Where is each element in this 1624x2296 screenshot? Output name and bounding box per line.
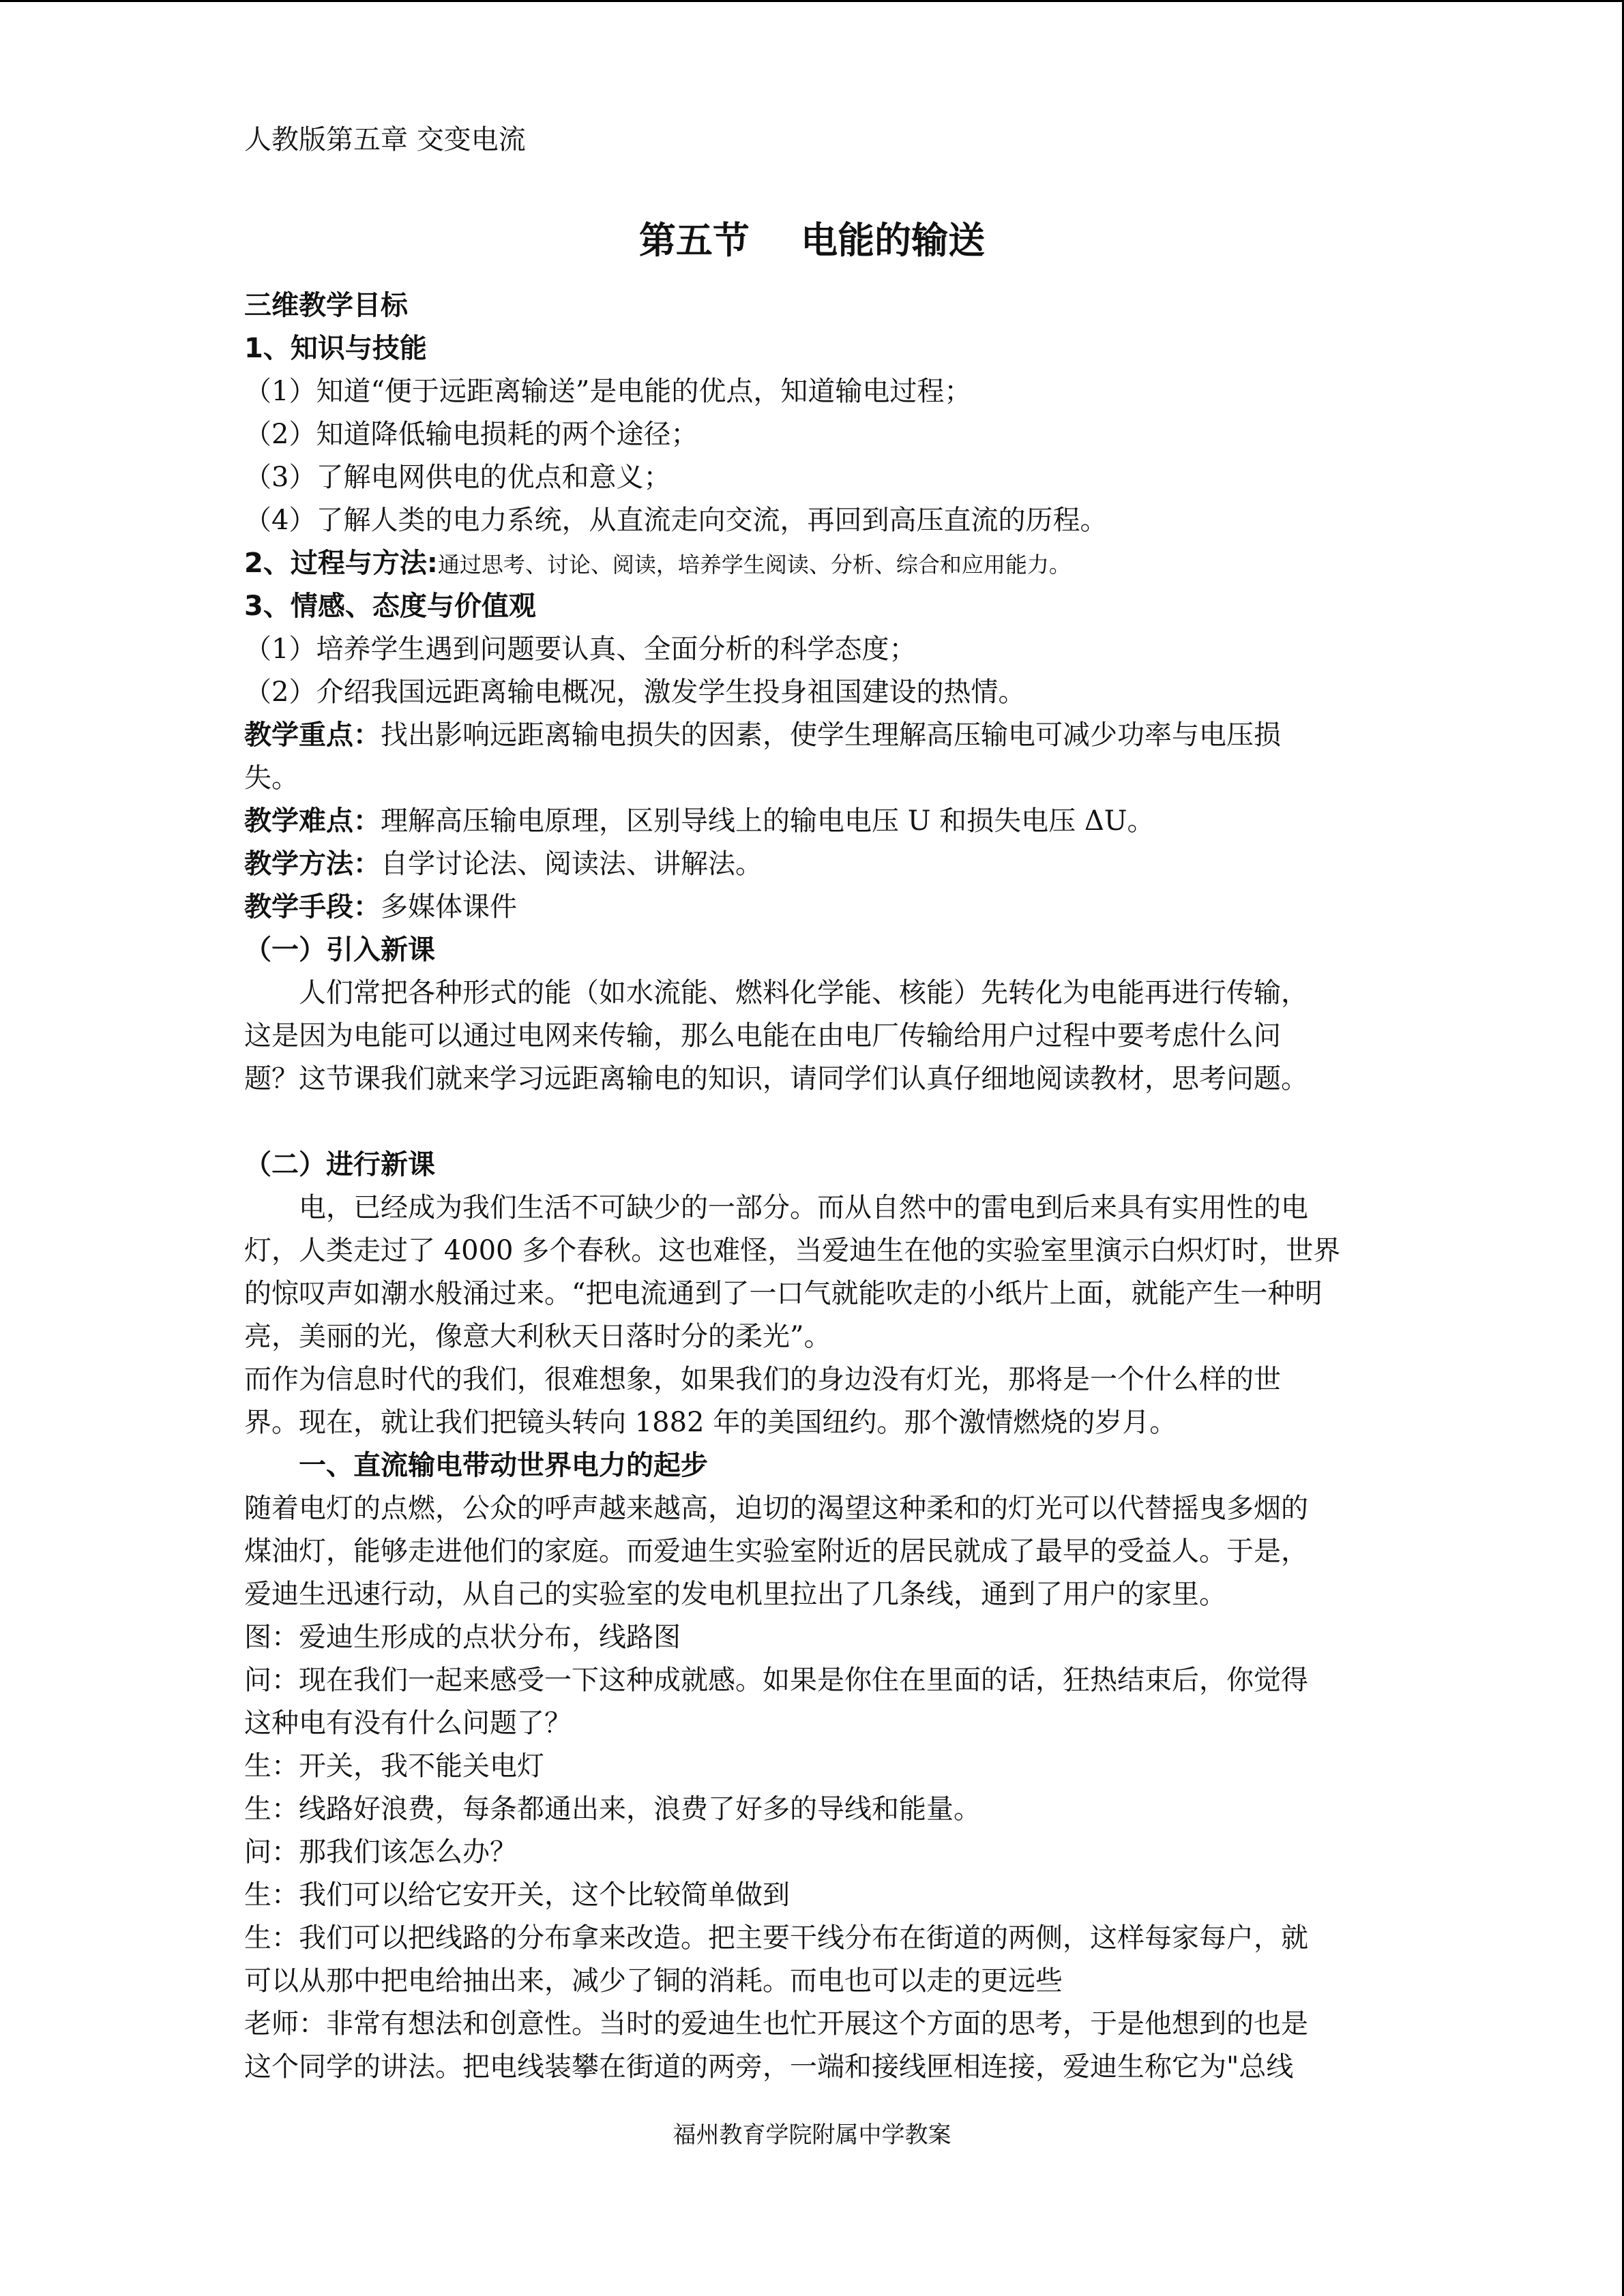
method-line: [244, 843, 1390, 886]
section-line: 可以从那中把电给抽出来，减少了铜的消耗。而电也可以走的更远些: [244, 1965, 1063, 1997]
paragraph-line: 电，已经成为我们生活不可缺少的一部分。而从自然中的雷电到后来具有实用性的电: [299, 1192, 1308, 1223]
section-line: 这个同学的讲法。把电线装攀在街道的两旁，一端和接线匣相连接，爱迪生称它为"总线: [244, 2051, 1294, 2083]
knowledge-heading: 1、知识与技能: [244, 333, 427, 364]
intro-heading: （一）引入新课: [244, 934, 435, 966]
key-points-text-cont: 失。: [244, 762, 299, 794]
key-points-line: [244, 714, 1390, 757]
running-header: 人教版第五章 交变电流: [244, 124, 526, 155]
goals-heading: 三维教学目标: [244, 290, 408, 321]
knowledge-item: （3）了解电网供电的优点和意义；: [244, 462, 671, 493]
intro-line: 人们常把各种形式的能（如水流能、燃料化学能、核能）先转化为电能再进行传输，: [299, 977, 1308, 1009]
key-points-text: 找出影响远距离输电损失的因素，使学生理解高压输电可减少功率与电压损: [381, 719, 1281, 751]
section-line: 随着电灯的点燃，公众的呼声越来越高，迫切的渴望这种柔和的灯光可以代替摇曳多烟的: [244, 1493, 1308, 1524]
paragraph-line: 灯，人类走过了 4000 多个春秋。这也难怪，当爱迪生在他的实验室里演示白炽灯时，世界: [244, 1235, 1341, 1266]
section-line: 爱迪生迅速行动，从自己的实验室的发电机里拉出了几条线，通到了用户的家里。: [244, 1579, 1226, 1610]
section-line: 图：爱迪生形成的点状分布，线路图: [244, 1622, 681, 1653]
page-title: 第五节 电能的输送: [638, 219, 986, 262]
section-line: 煤油灯，能够走进他们的家庭。而爱迪生实验室附近的居民就成了最早的受益人。于是，: [244, 1536, 1308, 1567]
means-text: 多媒体课件: [381, 891, 517, 923]
section-line: 生：开关，我不能关电灯: [244, 1750, 544, 1782]
key-points-label: 教学重点：: [244, 719, 381, 751]
emotion-heading: 3、情感、态度与价值观: [244, 591, 536, 622]
method-text: 自学讨论法、阅读法、讲解法。: [381, 848, 763, 880]
knowledge-item: （4）了解人类的电力系统，从直流走向交流，再回到高压直流的历程。: [244, 505, 1108, 536]
means-line: [244, 886, 1390, 929]
emotion-item: （2）介绍我国远距离输电概况，激发学生投身祖国建设的热情。: [244, 676, 1026, 708]
knowledge-item: （1）知道“便于远距离输送”是电能的优点，知道输电过程；: [244, 376, 972, 407]
difficulty-label: 教学难点：: [244, 805, 381, 837]
page-footer: 福州教育学院附属中学教案: [673, 2121, 951, 2149]
knowledge-item: （2）知道降低输电损耗的两个途径；: [244, 419, 698, 450]
means-label: 教学手段：: [244, 891, 381, 923]
blank-line: [244, 1101, 1390, 1144]
method-label: 教学方法：: [244, 848, 381, 880]
process-method-line: [244, 542, 1390, 585]
paragraph-line: 的惊叹声如潮水般涌过来。“把电流通到了一口气就能吹走的小纸片上面，就能产生一种明: [244, 1278, 1323, 1309]
section-line: 生：线路好浪费，每条都通出来，浪费了好多的导线和能量。: [244, 1793, 981, 1825]
paragraph-line: 界。现在，就让我们把镜头转向 1882 年的美国纽约。那个激情燃烧的岁月。: [244, 1407, 1177, 1438]
process-heading: 2、过程与方法:: [244, 548, 438, 579]
difficulty-line: [244, 800, 1390, 843]
section-line: 问：那我们该怎么办？: [244, 1836, 517, 1868]
paragraph-line: 亮，美丽的光，像意大利秋天日落时分的柔光”。: [244, 1321, 831, 1352]
intro-line: 题？这节课我们就来学习远距离输电的知识，请同学们认真仔细地阅读教材，思考问题。: [244, 1063, 1308, 1094]
emotion-item: （1）培养学生遇到问题要认真、全面分析的科学态度；: [244, 633, 917, 665]
section-line: 生：我们可以给它安开关，这个比较简单做到: [244, 1879, 790, 1911]
process-text: 通过思考、讨论、阅读，培养学生阅读、分析、综合和应用能力。: [437, 552, 1071, 578]
section-line: 问：现在我们一起来感受一下这种成就感。如果是你住在里面的话，狂热结束后，你觉得: [244, 1665, 1308, 1696]
section-line: 生：我们可以把线路的分布拿来改造。把主要干线分布在街道的两侧，这样每家每户，就: [244, 1922, 1308, 1954]
section-heading: 一、直流输电带动世界电力的起步: [299, 1450, 708, 1481]
document-body: [244, 284, 1390, 2089]
difficulty-text: 理解高压输电原理，区别导线上的输电电压 U 和损失电压 ΔU。: [381, 805, 1155, 837]
new-lesson-heading: （二）进行新课: [244, 1149, 435, 1180]
section-line: 这种电有没有什么问题了？: [244, 1708, 572, 1739]
section-line: 老师：非常有想法和创意性。当时的爱迪生也忙开展这个方面的思考，于是他想到的也是: [244, 2008, 1308, 2040]
paragraph-line: 而作为信息时代的我们，很难想象，如果我们的身边没有灯光，那将是一个什么样的世: [244, 1364, 1281, 1395]
intro-line: 这是因为电能可以通过电网来传输，那么电能在由电厂传输给用户过程中要考虑什么问: [244, 1020, 1281, 1052]
